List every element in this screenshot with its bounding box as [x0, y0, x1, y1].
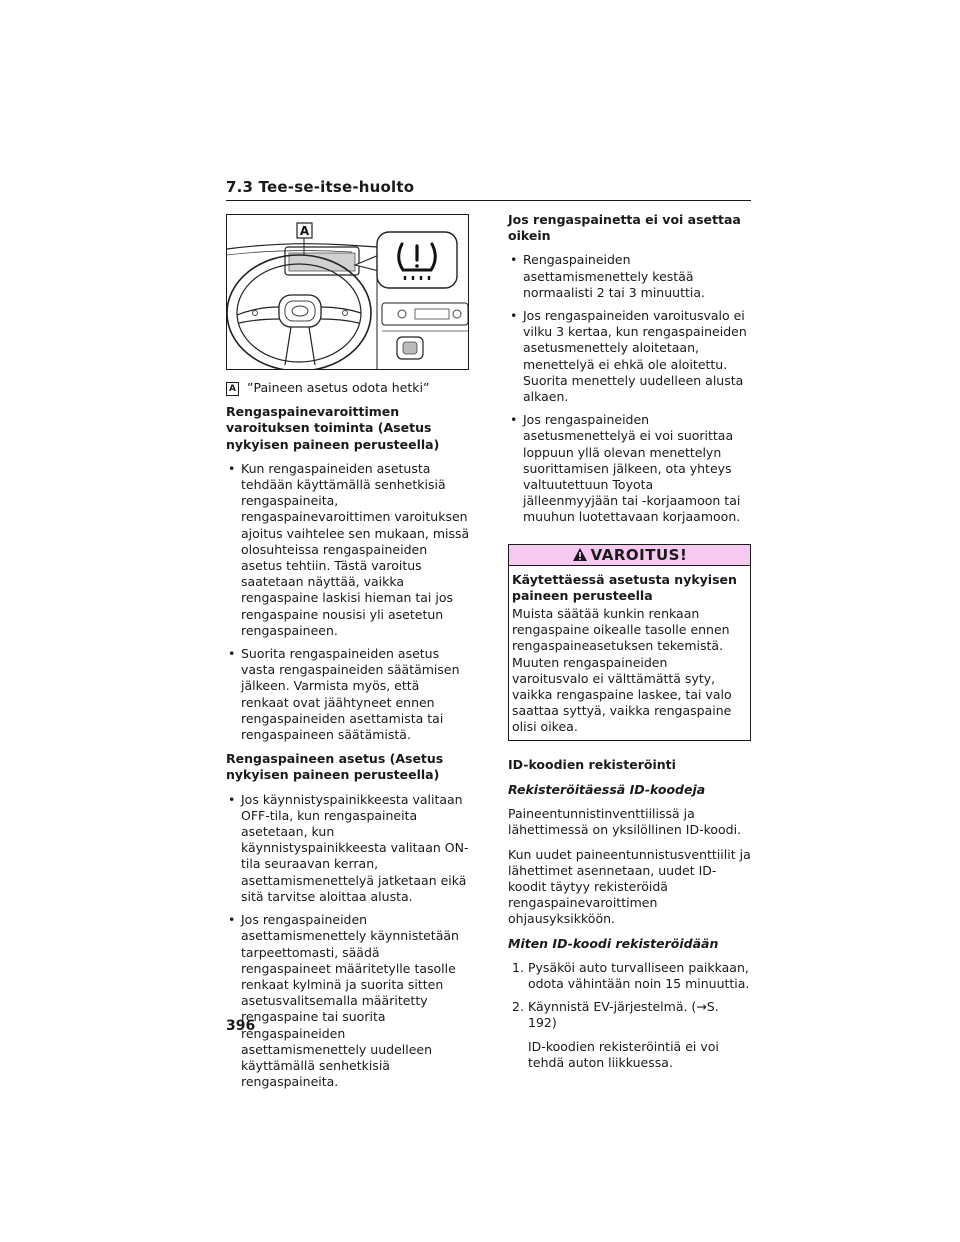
page-number: 396 — [226, 1018, 256, 1034]
steering-wheel-dashboard-drawing — [227, 215, 469, 370]
heading-pressure-setting: Rengaspaineen asetus (Asetus nykyisen paineen perusteella) — [226, 751, 444, 783]
warning-triangle-icon — [572, 547, 588, 562]
list-item: • Suorita rengaspaineiden asetus vasta rengaspaineiden säätämisen jälkeen. Varmista myös, että renkaat ovat jäähtyneet ennen rengaspaineiden asettamista tai rengaspaineen säätämistä. — [226, 646, 470, 743]
list-item: 2. Käynnistä EV-järjestelmä. (→S. 192) — [512, 999, 719, 1031]
figure-caption — [226, 380, 470, 396]
warning-label: VAROITUS! — [590, 545, 688, 564]
left-column — [226, 214, 470, 1097]
list-item: • Rengaspaineiden asettamismenettely kestää normaalisti 2 tai 3 minuuttia. — [508, 252, 751, 301]
callout-marker: A — [226, 382, 239, 396]
list-item: 1. Pysäköi auto turvalliseen paikkaan, odota vähintään noin 15 minuuttia. — [512, 959, 750, 991]
heading-tpms-warning-operation: Rengaspainevaroittimen varoituksen toiminta (Asetus nykyisen paineen perusteella) — [226, 404, 440, 452]
section-header: 7.3 Tee-se-itse-huolto — [226, 178, 751, 201]
warning-text: Muista säätää kunkin renkaan rengaspaine oikealle tasolle ennen rengaspaineasetuksen tekemistä. Muuten rengaspaineiden varoitusvalo ei välttämättä syty, vaikka rengaspaine laskee, tai valo saattaa syttyä, vaikka rengaspaine olisi oikea. — [512, 606, 732, 735]
steps-list — [508, 960, 751, 1032]
warning-header — [509, 545, 750, 566]
paragraph-new-valves: Kun uudet paineentunnistusventtiilit ja lähettimet asennetaan, uudet ID-koodit täytyy rekisteröidä rengaspainevaroittimen ohjausyksikköön. — [508, 846, 751, 927]
list-item: • Kun rengaspaineiden asetusta tehdään käyttämällä senhetkisiä rengaspaineita, rengaspainevaroittimen varoituksen ajoitus vaihtelee sen mukaan, missä olosuhteissa rengaspaineiden asetus tehtiin. Tästä varoitus saatetaan näyttää, vaikka rengaspaine laskisi hieman tai jos rengaspaine nousisi yli asetetun rengaspaineen. — [226, 461, 470, 639]
dashboard-illustration — [226, 214, 469, 370]
paragraph-id-code: Paineentunnistinventtiilissä ja lähettimessä on yksilöllinen ID-koodi. — [508, 806, 742, 838]
right-column — [508, 212, 751, 1071]
heading-id-registration: ID-koodien rekisteröinti — [508, 756, 676, 772]
list-item: • Jos käynnistyspainikkeesta valitaan OFF-tila, kun rengaspaineita asetetaan, kun käynnistyspainikkeesta valitaan ON-tila seuraavan kerran, asettamismenettelyä jatketaan eikä sitä tarvitse aloittaa alusta. — [226, 792, 470, 905]
step-note: ID-koodien rekisteröintiä ei voi tehdä auton liikkuessa. — [528, 1038, 719, 1070]
bullet-list-cannot-set — [508, 252, 751, 525]
warning-body — [509, 566, 750, 740]
list-item: • Jos rengaspaineiden varoitusvalo ei vilku 3 kertaa, kun rengaspaineiden asetusmenettely aloitetaan, menettelyä ei ehkä ole aloitettu. Suorita menettely uudelleen alusta alkaen. — [508, 308, 751, 405]
bullet-list-warning-operation — [226, 461, 470, 743]
subheading-how-to-register: Miten ID-koodi rekisteröidään — [508, 935, 719, 951]
list-item: • Jos rengaspaineiden asettamismenettely käynnistetään tarpeettomasti, säädä rengaspaineet määritetylle tasolle renkaat kylminä ja suorita sitten asetusvalitsemalla määritetty rengaspaine tai suorita rengaspaineiden asettamismenettely uudelleen käyttämällä senhetkisiä rengaspaineita. — [226, 912, 470, 1090]
callout-label: A — [299, 224, 310, 238]
subheading-registering-ids: Rekisteröitäessä ID-koodeja — [508, 781, 706, 797]
heading-cannot-set: Jos rengaspainetta ei voi asettaa oikein — [508, 212, 741, 244]
bullet-list-pressure-setting — [226, 792, 470, 1091]
list-item: • Jos rengaspaineiden asetusmenettelyä ei voi suorittaa loppuun yllä olevan menettelyn suorittamisen jälkeen, ota yhteys valtuutettuun Toyota jälleenmyyjään tai -korjaamoon tai muuhun luotettavaan korjaamoon. — [508, 412, 751, 525]
caption-text: ”Paineen asetus odota hetki” — [247, 380, 430, 395]
warning-title: Käytettäessä asetusta nykyisen paineen perusteella — [512, 571, 737, 603]
warning-box — [508, 544, 751, 741]
